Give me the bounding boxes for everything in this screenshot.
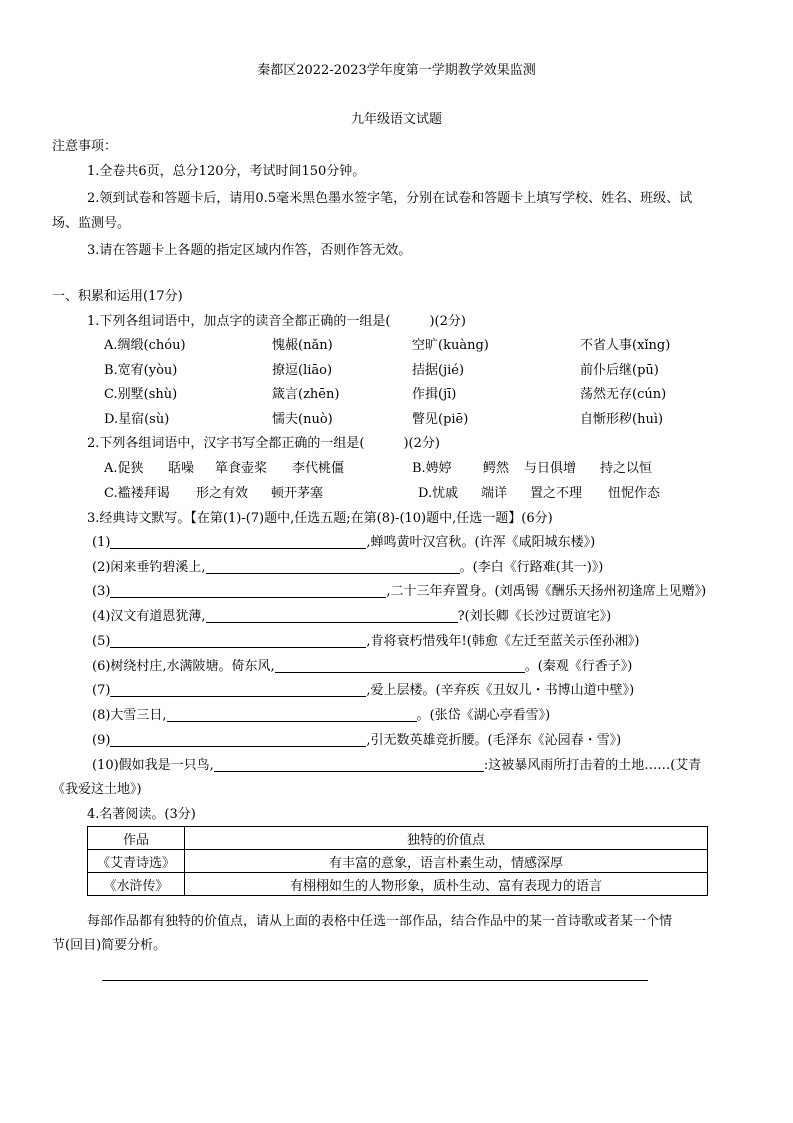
q4-prompt-cont: 节(回目)简要分析。 [52,938,167,953]
answer-blank[interactable] [110,732,366,747]
q2-word: 李代桃僵 [292,461,345,476]
works-table [87,826,708,896]
note-2: 2.领到试卷和答题卡后，请用0.5毫米黑色墨水签字笔，分别在试卷和答题卡上填写学校、姓名、班级、试 [87,191,693,206]
q1-option: C.别墅(shù) [104,387,178,402]
q3-item-10-cont: 《我爱这土地》) [52,782,142,797]
q3-item-5 [92,630,639,649]
q2-word: 顿开茅塞 [271,486,324,501]
answer-blank[interactable] [110,682,366,697]
q2-stem: 2.下列各组词语中，汉字书写全都正确的一组是( )(2分) [87,436,440,451]
item-prefix: (8)大雪三日, [92,708,167,723]
q1-option: 自惭形秽(huì) [580,412,664,427]
answer-blank[interactable] [110,633,366,648]
q2-word: 忸怩作态 [608,486,661,501]
q1-option: 前仆后继(pū) [580,363,659,378]
answer-blank[interactable] [275,658,525,673]
q2-word: D.忧戚 [418,486,459,501]
q2-word: C.褴褛拜谒 [104,486,170,501]
table-cell: 《艾青诗选》 [88,850,185,873]
table-row [88,850,708,873]
q1-option: A.绸缎(chóu) [104,338,186,353]
item-suffix: ,爱上层楼。(辛弃疾《丑奴儿・书博山道中壁》) [366,683,635,698]
answer-blank[interactable] [110,534,366,549]
q2-word: 与日俱增 [524,461,577,476]
q1-option: 箴言(zhēn) [272,387,340,402]
item-prefix: (10)假如我是一只鸟, [92,758,214,773]
q2-word: B.娉婷 [412,461,452,476]
item-suffix: 。(李白《行路难(其一)》) [459,560,604,575]
item-prefix: (6)树绕村庄,水满陂塘。倚东风, [92,659,275,674]
item-suffix: ,二十三年弃置身。(刘禹锡《酬乐天扬州初逢席上见赠》) [386,584,707,599]
q2-word: 箪食壶桨 [215,461,268,476]
item-suffix: ,肯将衰朽惜残年!(韩愈《左迁至蓝关示侄孙湘》) [366,634,640,649]
q2-word: 鳄然 [483,461,510,476]
answer-blank[interactable] [214,757,484,772]
q3-stem: 3.经典诗文默写。【在第(1)-(7)题中,任选五题;在第(8)-(10)题中,任选一题】(6分) [87,511,553,526]
item-prefix: (7) [92,683,111,698]
table-cell: 有丰富的意象，语言朴素生动，情感深厚 [185,850,708,873]
q1-option: 拮据(jié) [412,363,465,378]
q2-word: 持之以恒 [600,461,653,476]
item-prefix: (4)汉文有道恩犹薄, [92,609,206,624]
q4-prompt: 每部作品都有独特的价值点，请从上面的表格中任选一部作品，结合作品中的某一首诗歌或者某一个情 [87,914,673,929]
q2-word: A.促狭 [104,461,144,476]
answer-blank[interactable] [206,608,458,623]
item-prefix: (3) [92,584,111,599]
q3-item-2 [92,556,603,575]
item-prefix: (9) [92,733,111,748]
section-heading: 一、积累和运用(17分) [52,289,183,304]
item-suffix: ?(刘长卿《长沙过贾谊宅》) [457,609,612,624]
item-prefix: (2)闲来垂钓碧溪上, [92,560,206,575]
q3-item-4 [92,605,611,624]
answer-blank[interactable] [110,583,386,598]
q3-item-6 [92,655,632,674]
q1-option: B.宽宥(yòu) [104,363,178,378]
q1-option: 空旷(kuàng) [412,338,489,353]
q1-option: 撩逗(liāo) [272,363,333,378]
item-suffix: ,蝉鸣黄叶汉宫秋。(许浑《咸阳城东楼》) [366,535,596,550]
q3-item-8 [92,704,550,723]
note-3: 3.请在答题卡上各题的指定区域内作答，否则作答无效。 [87,243,412,258]
item-suffix: ,引无数英雄竞折腰。(毛泽东《沁园春・雪》) [366,733,622,748]
q3-item-3 [92,580,706,599]
q1-option: 瞥见(piē) [412,412,469,427]
q3-item-9 [92,729,621,748]
q2-word: 置之不理 [530,486,583,501]
exam-subtitle: 九年级语文试题 [350,112,442,127]
item-suffix: :这被暴风雨所打击着的土地……(艾青 [483,758,702,773]
table-header-row [88,827,708,850]
note-1: 1.全卷共6页，总分120分，考试时间150分钟。 [87,164,366,179]
table-cell: 有栩栩如生的人物形象，质朴生动、富有表现力的语言 [185,873,708,896]
q2-word: 聒噪 [168,461,195,476]
notes-heading: 注意事项： [52,139,118,154]
item-prefix: (1) [92,535,111,550]
q1-option: 愧赧(nǎn) [272,338,333,353]
q3-item-1 [92,531,595,550]
item-suffix: 。(张岱《湖心亭看雪》) [416,708,551,723]
q3-item-10 [92,754,701,773]
q1-option: 荡然无存(cún) [580,387,667,402]
q1-option: D.星宿(sù) [104,412,170,427]
q3-item-7 [92,679,634,698]
item-prefix: (5) [92,634,111,649]
table-header: 作品 [88,827,185,850]
q1-option: 懦夫(nuò) [272,412,333,427]
q2-word: 形之有效 [196,486,249,501]
table-cell: 《水浒传》 [88,873,185,896]
answer-blank[interactable] [206,559,460,574]
q4-stem: 4.名著阅读。(3分) [87,807,196,822]
answer-blank[interactable] [167,707,417,722]
item-suffix: 。(秦观《行香子》) [524,659,633,674]
q1-option: 作揖(jī) [412,387,457,402]
q2-word: 端详 [481,486,508,501]
table-row [88,873,708,896]
q1-option: 不省人事(xǐng) [580,338,671,353]
answer-line[interactable] [102,980,648,981]
exam-title: 秦都区2022-2023学年度第一学期教学效果监测 [257,63,536,78]
q1-stem: 1.下列各组词语中，加点字的读音全都正确的一组是( )(2分) [87,314,466,329]
table-header: 独特的价值点 [185,827,708,850]
note-2-cont: 场、监测号。 [52,216,131,231]
